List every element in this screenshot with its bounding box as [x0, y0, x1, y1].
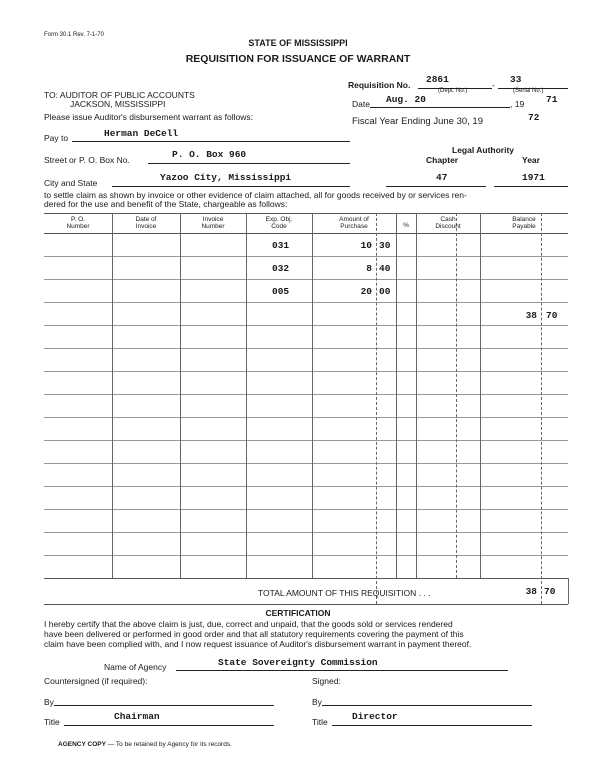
col-exp-code: Exp. Obj. Code [265, 216, 293, 230]
fiscal-label: Fiscal Year Ending June 30, 19 [352, 116, 483, 127]
chapter-label: Chapter [426, 155, 459, 165]
total-cents: 70 [544, 586, 556, 597]
date-year: 71 [546, 94, 558, 105]
exp-code: 005 [272, 286, 290, 297]
serial-number: 33 [510, 74, 522, 85]
year-prefix: , 19 [510, 99, 525, 109]
total-label: TOTAL AMOUNT OF THIS REQUISITION . . . [258, 588, 431, 598]
street-value: P. O. Box 960 [172, 149, 247, 160]
title-label-left: Title [44, 717, 60, 727]
col-date-invoice: Date of Invoice [135, 216, 157, 230]
by-label-left: By [44, 697, 54, 707]
by-label-right: By [312, 697, 322, 707]
exp-code: 031 [272, 240, 290, 251]
requisition-label: Requisition No. [348, 80, 411, 90]
cert-line-3: claim have been complied with, and I now request issuance of Auditor's disbursement warrant in payment thereof. [44, 639, 472, 649]
title-label-right: Title [312, 717, 328, 727]
to-line-1: TO: AUDITOR OF PUBLIC ACCOUNTS [44, 90, 195, 100]
col-amount: Amount of Purchase [339, 216, 369, 230]
total-dollars: 38 [525, 586, 537, 597]
title-left-value: Chairman [114, 711, 160, 722]
form-title: REQUISITION FOR ISSUANCE OF WARRANT [185, 53, 411, 65]
balance-dollars: 38 [525, 310, 537, 321]
year-label: Year [522, 155, 540, 165]
pay-to-value: Herman DeCell [104, 128, 179, 139]
title-right-value: Director [352, 711, 398, 722]
dept-no-label: (Dept. No.) [438, 88, 468, 94]
instruction-text: Please issue Auditor's disbursement warrant as follows: [44, 112, 254, 122]
date-value: Aug. 20 [386, 94, 426, 105]
amount-cents: 00 [379, 286, 391, 297]
col-cash-discount: Cash Discount [435, 216, 461, 230]
amount-cents: 30 [379, 240, 391, 251]
col-po: P. O. Number [66, 216, 90, 230]
fiscal-year: 72 [528, 112, 540, 123]
col-percent: % [403, 222, 409, 229]
amount-dollars: 8 [366, 263, 372, 274]
cert-line-1: I hereby certify that the above claim is just, due, correct and unpaid, that the goods sold or services rendered [44, 619, 453, 629]
amount-cents: 40 [379, 263, 391, 274]
legal-authority-label: Legal Authority [452, 145, 515, 155]
exp-code: 032 [272, 263, 290, 274]
certification-title: CERTIFICATION [265, 608, 331, 618]
year-value: 1971 [522, 172, 545, 183]
col-invoice-number: Invoice Number [201, 216, 225, 230]
state-heading: STATE OF MISSISSIPPI [248, 38, 348, 48]
chapter-value: 47 [436, 172, 448, 183]
agency-value: State Sovereignty Commission [218, 657, 378, 668]
city-label: City and State [44, 178, 98, 188]
date-label: Date [352, 99, 370, 109]
agency-label: Name of Agency [104, 662, 167, 672]
requisition-number: 2861 [426, 74, 449, 85]
pay-to-label: Pay to [44, 133, 69, 143]
claim-line-1: to settle claim as shown by invoice or other evidence of claim attached, all for goods received by or services ren- [44, 190, 467, 200]
cert-line-2: have been delivered or performed in good order and that all statutory requirements covering the payment of this [44, 629, 464, 639]
claim-line-2: dered for the use and benefit of the State, chargeable as follows: [44, 199, 288, 209]
to-line-2: JACKSON, MISSISSIPPI [70, 99, 166, 109]
city-value: Yazoo City, Mississippi [160, 172, 292, 183]
countersigned-label: Countersigned (if required): [44, 676, 148, 686]
balance-cents: 70 [546, 310, 558, 321]
street-label: Street or P. O. Box No. [44, 155, 130, 165]
footer-note: AGENCY COPY — To be retained by Agency for its records. [58, 741, 232, 748]
form-id: Form 30.1 Rev. 7-1-70 [44, 32, 104, 38]
serial-no-label: (Serial No.) [513, 88, 544, 94]
col-balance: Balance Payable [512, 216, 536, 230]
signed-label: Signed: [312, 676, 341, 686]
amount-dollars: 20 [360, 286, 372, 297]
amount-dollars: 10 [360, 240, 372, 251]
